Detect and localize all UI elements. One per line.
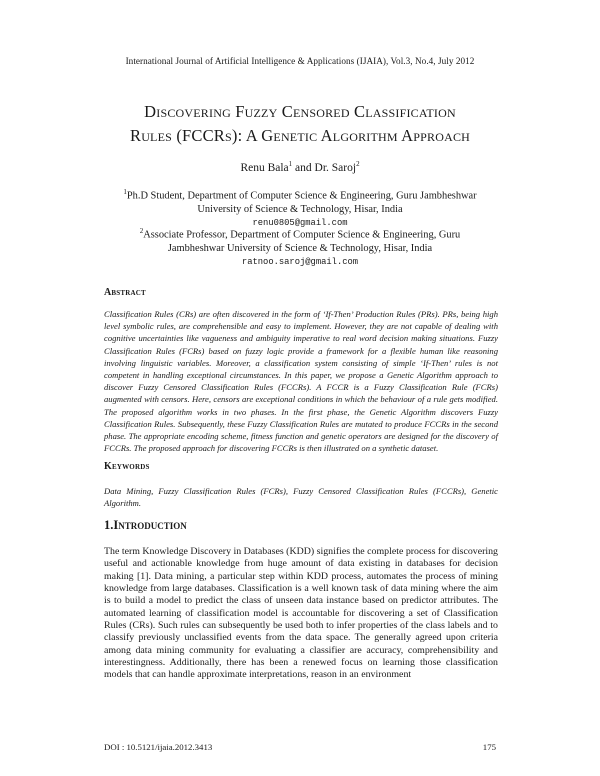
doi-footer[interactable]: DOI : 10.5121/ijaia.2012.3413 <box>104 742 213 752</box>
affiliation-2-line-2: Jambheshwar University of Science & Technology, Hisar, India <box>167 243 433 255</box>
author-connector: and <box>292 161 315 174</box>
journal-header: International Journal of Artificial Intelligence & Applications (IJAIA), Vol.3, No.4, July 2012 <box>125 56 475 66</box>
keywords-text: Data Mining, Fuzzy Classification Rules (FCRs), Fuzzy Censored Classification Rules (FCCRs), Genetic Algorithm. <box>104 486 498 509</box>
affiliation-1-line-2: University of Science & Technology, Hisar, India <box>197 204 403 216</box>
affiliation-2-email[interactable]: ratnoo.saroj@gmail.com <box>241 256 359 267</box>
title-line-1: Discovering Fuzzy Censored Classification <box>144 102 456 121</box>
introduction-text: The term Knowledge Discovery in Databases (KDD) signifies the complete process for discovering useful and actionable knowledge from huge amount of data existing in databases for decision making [1]. Data mining, a particular step within KDD process, automates the process of mining knowledge from large databases. Classification is a well known task of data mining where the aim is to build a model to predict the class of unseen data instance based on predictor attributes. The automated learning of classification model is accountable for discovering a set of Classification Rules (CRs). Such rules can subsequently be used both to infer properties of the class labels and to classify previously unclassified events from the data space. The generally agreed upon criteria among data mining community for evaluating a classifier are accuracy, comprehensibility and interestingness. Additionally, there has been a renewed focus on learning those classification models that can handle approximate interpretations, reason in an environment <box>104 546 498 681</box>
affiliation-2 <box>60 225 540 268</box>
affiliation-1-line-1: Ph.D Student, Department of Computer Science & Engineering, Guru Jambheshwar <box>126 190 477 202</box>
author-2: Dr. Saroj <box>314 161 357 174</box>
affiliation-1-sup: 1 <box>123 188 127 196</box>
author-1-sup: 1 <box>288 160 293 168</box>
introduction-heading: 1.Introduction <box>104 518 187 532</box>
keywords-heading: Keywords <box>104 461 150 472</box>
author-list <box>0 160 600 174</box>
affiliation-1-email[interactable]: renu0805@gmail.com <box>252 217 348 228</box>
affiliation-2-line-1: Associate Professor, Department of Computer Science & Engineering, Guru <box>143 229 461 241</box>
paper-title <box>60 100 540 148</box>
author-2-sup: 2 <box>356 160 360 168</box>
abstract-text: Classification Rules (CRs) are often discovered in the form of ‘If-Then’ Production Rules (PRs). PRs, being high level symbolic rules, are comprehensible and easy to implement. However, they are not capable of dealing with cognitive uncertainties like vagueness and ambiguity imperative to real word decision making situations. Fuzzy Classification Rules (FCRs) based on fuzzy logic provide a framework for a flexible human like reasoning involving linguistic variables. Moreover, a classification system consisting of simple ‘If-Then’ rules is not competent in handling exceptional circumstances. In this paper, we propose a Genetic Algorithm approach to discover Fuzzy Censored Classification Rules (FCCRs). A FCCR is a Fuzzy Classification Rule (FCRs) augmented with censors. Here, censors are exceptional conditions in which the behaviour of a rule gets modified. The proposed algorithm works in two phases. In the first phase, the Genetic Algorithm discovers Fuzzy Classification Rules. Subsequently, these Fuzzy Classification Rules are mutated to produce FCCRs in the second phase. The appropriate encoding scheme, fitness function and genetic operators are designed for the discovery of FCCRs. The proposed approach for discovering FCCRs is then illustrated on a synthetic dataset. <box>104 309 498 454</box>
abstract-heading: Abstract <box>104 287 146 298</box>
author-1: Renu Bala <box>240 161 289 174</box>
page-number: 175 <box>482 742 496 752</box>
affiliation-1 <box>60 186 540 229</box>
title-line-2: Rules (FCCRs): A Genetic Algorithm Approach <box>129 126 471 145</box>
affiliation-2-sup: 2 <box>139 227 144 235</box>
